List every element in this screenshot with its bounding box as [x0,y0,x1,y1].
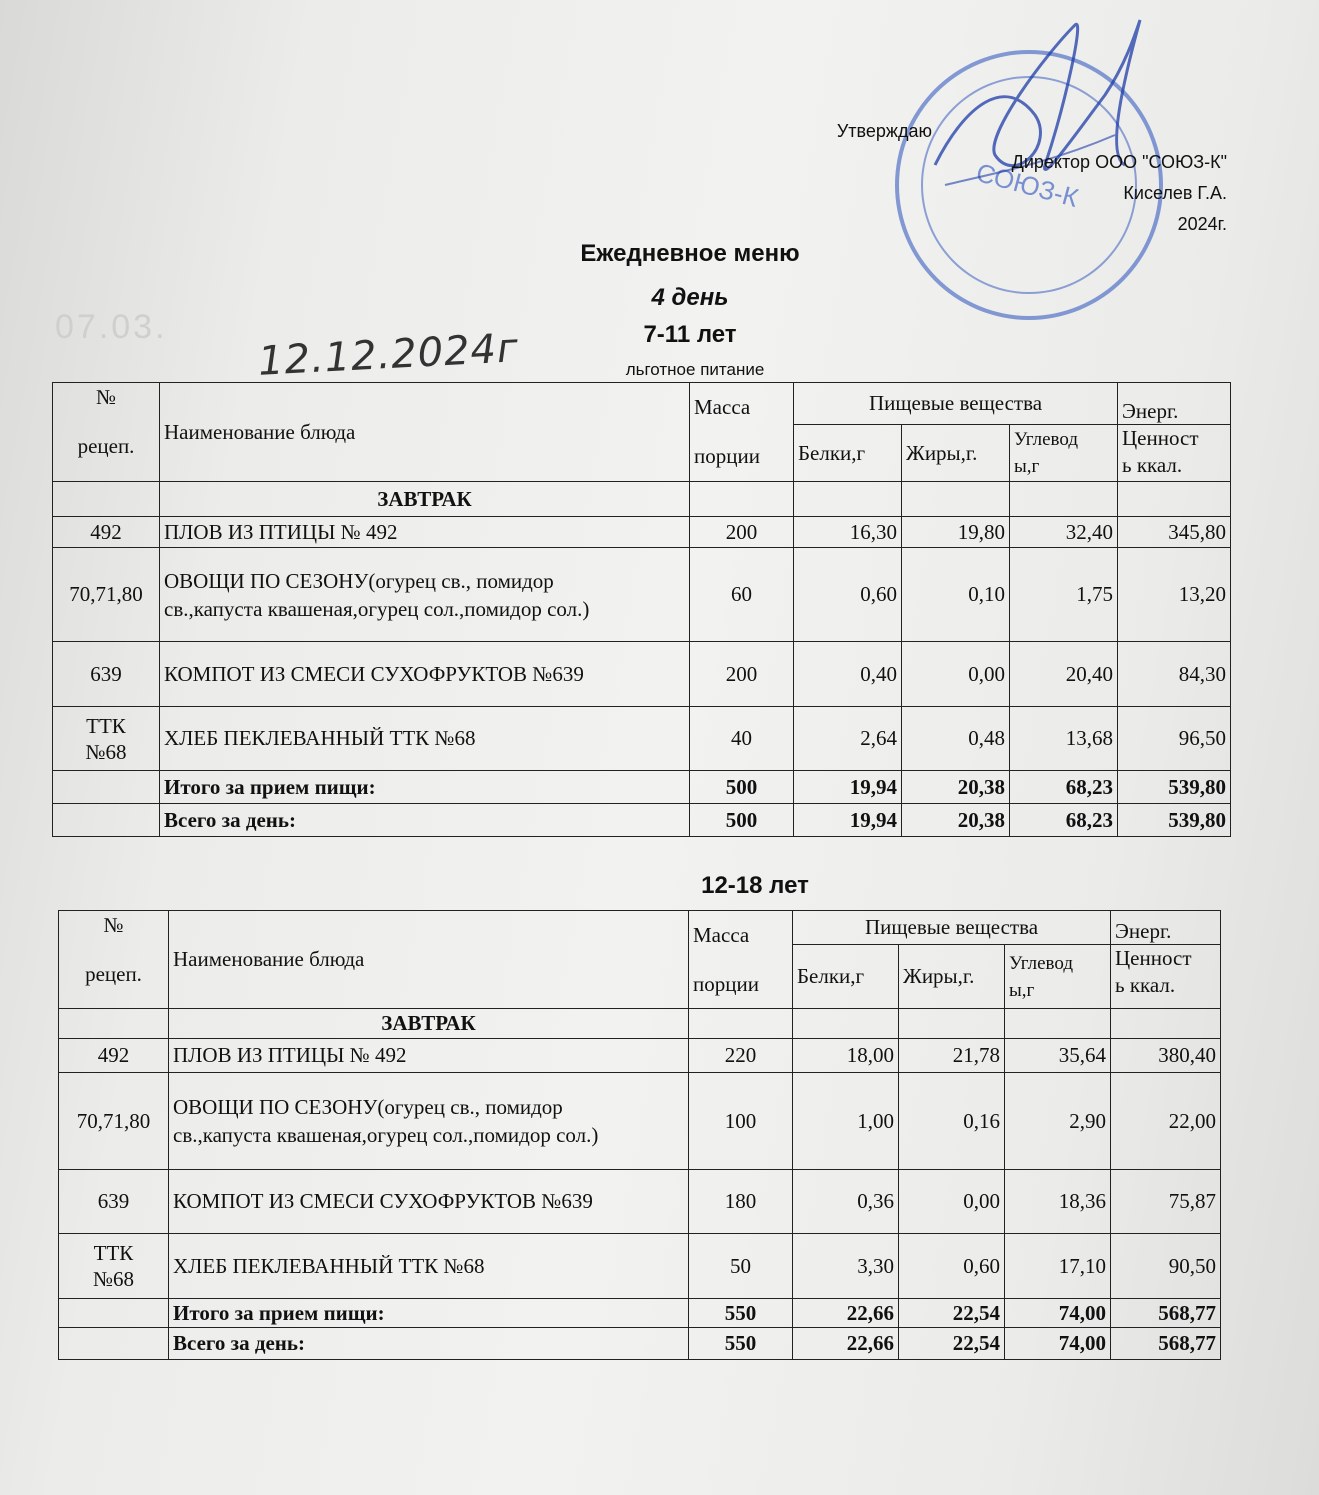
total-carbs: 68,23 [1010,804,1118,837]
mass-value: 40 [690,707,794,771]
dish-name: КОМПОТ ИЗ СМЕСИ СУХОФРУКТОВ №639 [169,1170,689,1234]
faded-text: 07.03. [55,308,168,346]
stamp-text: СОЮЗ-К [973,157,1082,213]
header-dish-name: Наименование блюда [169,911,689,1009]
total-fat: 20,38 [902,804,1010,837]
dish-name: КОМПОТ ИЗ СМЕСИ СУХОФРУКТОВ №639 [160,642,690,707]
recipe-num: 70,71,80 [53,548,160,642]
header-energy: Ценност ь ккал. [1111,945,1221,1009]
header-carbs: Углевод ы,г [1005,945,1111,1009]
carbs-value: 17,10 [1005,1234,1111,1299]
header-carbs: Углевод ы,г [1010,425,1118,482]
energy-value: 380,40 [1111,1039,1221,1073]
header-protein: Белки,г [793,945,899,1009]
header-nutrients: Пищевые вещества [794,383,1118,425]
total-label: Всего за день: [169,1328,689,1360]
dish-name: ХЛЕБ ПЕКЛЕВАННЫЙ ТТК №68 [169,1234,689,1299]
empty-cell [794,482,902,517]
protein-value: 2,64 [794,707,902,771]
empty-cell [689,1009,793,1039]
recipe-num: 492 [53,517,160,548]
subtotal-mass: 500 [690,771,794,804]
empty-cell [690,482,794,517]
header-mass: Масса порции [690,383,794,482]
subtotal-mass: 550 [689,1299,793,1328]
empty-cell [899,1009,1005,1039]
carbs-value: 20,40 [1010,642,1118,707]
energy-value: 84,30 [1118,642,1231,707]
header-recipe-num: № рецеп. [59,911,169,1009]
empty-cell [59,1009,169,1039]
recipe-num: ТТК №68 [59,1234,169,1299]
total-row [59,1328,1221,1360]
mass-value: 200 [690,642,794,707]
fat-value: 0,16 [899,1073,1005,1170]
empty-cell [1118,482,1231,517]
energy-value: 96,50 [1118,707,1231,771]
mass-value: 180 [689,1170,793,1234]
table-row [53,707,1231,771]
empty-cell [59,1299,169,1328]
recipe-num: 70,71,80 [59,1073,169,1170]
dish-name: ОВОЩИ ПО СЕЗОНУ(огурец св., помидор св.,капуста квашеная,огурец сол.,помидор сол.) [169,1073,689,1170]
page-title: Ежедневное меню [580,240,800,267]
recipe-num: ТТК №68 [53,707,160,771]
recipe-num: 639 [53,642,160,707]
protein-value: 0,36 [793,1170,899,1234]
protein-value: 0,40 [794,642,902,707]
subtotal-carbs: 74,00 [1005,1299,1111,1328]
mass-value: 200 [690,517,794,548]
menu-table-2 [58,910,1221,1360]
empty-cell [793,1009,899,1039]
carbs-value: 13,68 [1010,707,1118,771]
subtotal-fat: 20,38 [902,771,1010,804]
meal-label: ЗАВТРАК [160,482,690,517]
header-dish-name: Наименование блюда [160,383,690,482]
total-protein: 19,94 [794,804,902,837]
subtotal-energy: 568,77 [1111,1299,1221,1328]
header-energy-top: Энерг. [1111,911,1221,945]
header-fat: Жиры,г. [902,425,1010,482]
total-label: Всего за день: [160,804,690,837]
total-row [53,804,1231,837]
subtotal-energy: 539,80 [1118,771,1231,804]
energy-value: 90,50 [1111,1234,1221,1299]
approver-position: Директор ООО "СОЮЗ-К" [1011,152,1227,172]
header-protein: Белки,г [794,425,902,482]
header-energy: Ценност ь ккал. [1118,425,1231,482]
table-row [59,1170,1221,1234]
empty-cell [1010,482,1118,517]
empty-cell [59,1328,169,1360]
mass-value: 60 [690,548,794,642]
subtotal-carbs: 68,23 [1010,771,1118,804]
approve-word: Утверждаю [836,121,932,141]
energy-value: 22,00 [1111,1073,1221,1170]
energy-value: 75,87 [1111,1170,1221,1234]
approver-name: Киселев Г.А. [1123,183,1227,203]
subtotal-fat: 22,54 [899,1299,1005,1328]
fat-value: 0,00 [899,1170,1005,1234]
empty-cell [902,482,1010,517]
carbs-value: 18,36 [1005,1170,1111,1234]
carbs-value: 2,90 [1005,1073,1111,1170]
empty-cell [53,804,160,837]
header-nutrients: Пищевые вещества [793,911,1111,945]
protein-value: 1,00 [793,1073,899,1170]
total-carbs: 74,00 [1005,1328,1111,1360]
menu-table-1 [52,382,1231,837]
age-group-2: 12-18 лет [701,872,809,899]
mass-value: 220 [689,1039,793,1073]
fat-value: 0,48 [902,707,1010,771]
dish-name: ПЛОВ ИЗ ПТИЦЫ № 492 [160,517,690,548]
carbs-value: 1,75 [1010,548,1118,642]
carbs-value: 32,40 [1010,517,1118,548]
subtotal-protein: 19,94 [794,771,902,804]
energy-value: 13,20 [1118,548,1231,642]
table-row [53,517,1231,548]
subtotal-label: Итого за прием пищи: [160,771,690,804]
mass-value: 100 [689,1073,793,1170]
day-label: 4 день [651,284,729,311]
subtotal-row [59,1299,1221,1328]
empty-cell [1005,1009,1111,1039]
empty-cell [53,482,160,517]
protein-value: 18,00 [793,1039,899,1073]
protein-value: 3,30 [793,1234,899,1299]
total-energy: 568,77 [1111,1328,1221,1360]
approval-block [836,116,1227,240]
table-row [59,1073,1221,1170]
header-energy-top: Энерг. [1118,383,1231,425]
energy-value: 345,80 [1118,517,1231,548]
fat-value: 19,80 [902,517,1010,548]
meal-label: ЗАВТРАК [169,1009,689,1039]
subtotal-label: Итого за прием пищи: [169,1299,689,1328]
subtitle: льготное питание [625,360,765,379]
empty-cell [53,771,160,804]
table-row [59,1039,1221,1073]
table-row [53,548,1231,642]
total-mass: 500 [690,804,794,837]
protein-value: 16,30 [794,517,902,548]
age-group-1: 7-11 лет [643,321,737,348]
recipe-num: 639 [59,1170,169,1234]
fat-value: 0,10 [902,548,1010,642]
total-fat: 22,54 [899,1328,1005,1360]
table-row [53,642,1231,707]
mass-value: 50 [689,1234,793,1299]
fat-value: 21,78 [899,1039,1005,1073]
subtotal-row [53,771,1231,804]
header-mass: Масса порции [689,911,793,1009]
protein-value: 0,60 [794,548,902,642]
fat-value: 0,60 [899,1234,1005,1299]
carbs-value: 35,64 [1005,1039,1111,1073]
recipe-num: 492 [59,1039,169,1073]
table-row [59,1234,1221,1299]
fat-value: 0,00 [902,642,1010,707]
handwritten-date: 12.12.2024г [256,325,521,385]
header-recipe-num: № рецеп. [53,383,160,482]
dish-name: ПЛОВ ИЗ ПТИЦЫ № 492 [169,1039,689,1073]
dish-name: ХЛЕБ ПЕКЛЕВАННЫЙ ТТК №68 [160,707,690,771]
header-fat: Жиры,г. [899,945,1005,1009]
subtotal-protein: 22,66 [793,1299,899,1328]
dish-name: ОВОЩИ ПО СЕЗОНУ(огурец св., помидор св.,капуста квашеная,огурец сол.,помидор сол.) [160,548,690,642]
empty-cell [1111,1009,1221,1039]
total-mass: 550 [689,1328,793,1360]
total-protein: 22,66 [793,1328,899,1360]
approval-year: 2024г. [1177,214,1227,234]
total-energy: 539,80 [1118,804,1231,837]
